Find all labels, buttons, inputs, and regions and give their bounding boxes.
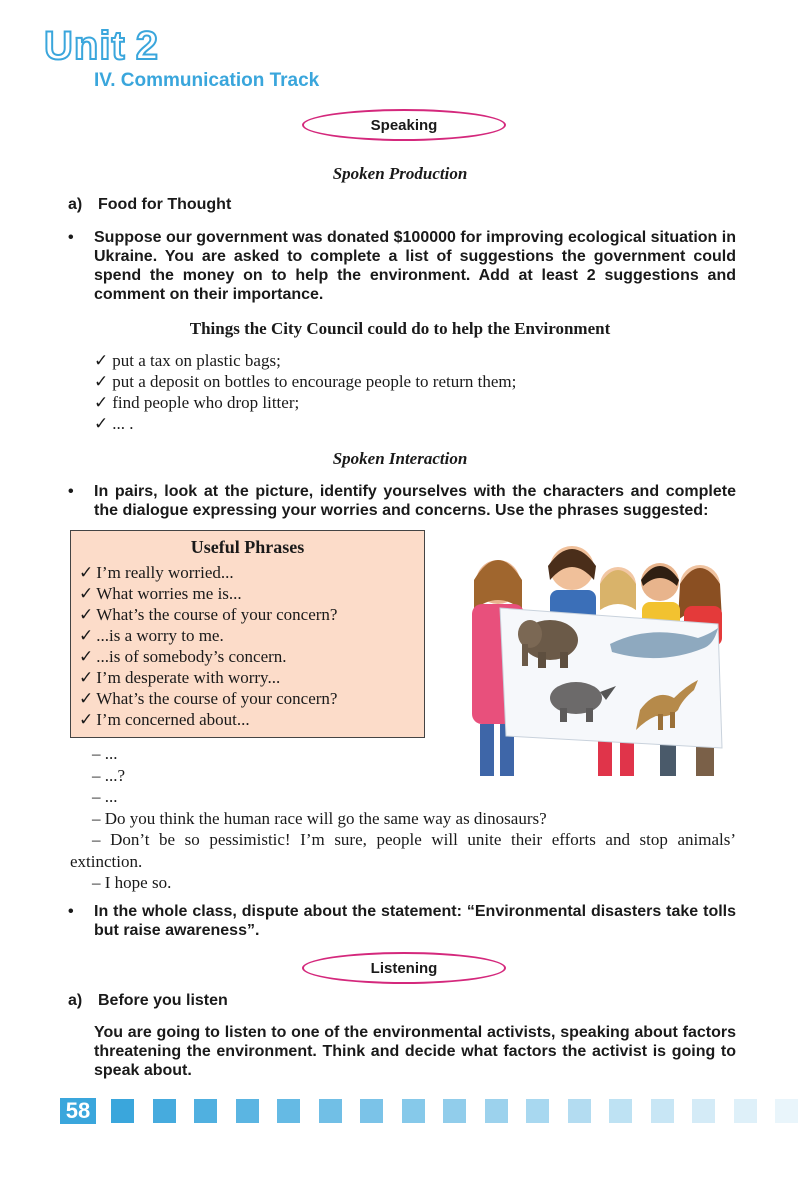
- listening-label: Listening: [302, 952, 506, 984]
- phrase-item: ✓ ...is a worry to me.: [79, 626, 224, 645]
- footer-square: [734, 1099, 757, 1123]
- check-icon: ✓: [79, 710, 94, 729]
- task-letter: a): [68, 196, 83, 213]
- class-task: [68, 902, 736, 940]
- task-title: Before you listen: [98, 992, 228, 1009]
- footer-square: [236, 1099, 259, 1123]
- check-icon: ✓: [79, 647, 94, 666]
- listening-task-text: You are going to listen to one of the environmental activists, speaking about factors threatening the environment. Think and decide what factors the activist is going to speak about.: [94, 1024, 736, 1079]
- unit-title: [44, 24, 169, 69]
- elephant-ear-icon: [518, 620, 542, 648]
- footer-square: [443, 1099, 466, 1123]
- dialogue-line: – Do you think the human race will go the same way as dinosaurs?: [92, 808, 547, 828]
- elephant-leg-icon: [560, 652, 568, 668]
- speaking-label: Speaking: [302, 109, 506, 141]
- footer-square: [692, 1099, 715, 1123]
- phrase-item: ✓ I’m desperate with worry...: [79, 668, 281, 687]
- task-a-food-for-thought: [68, 196, 231, 214]
- suggestion-task-text: Suppose our government was donated $100000 for improving ecological situation in Ukraine. You are asked to complete a list of suggestions the government could spend the money on to help the environment. Add at least 2 suggestions and comment on their importance.: [94, 229, 736, 303]
- dinosaur-leg-icon: [658, 714, 663, 730]
- footer-square: [568, 1099, 591, 1123]
- footer-square: [194, 1099, 217, 1123]
- dinosaur-leg-icon: [670, 712, 675, 728]
- footer-square: [485, 1099, 508, 1123]
- check-icon: ✓: [94, 351, 109, 370]
- dialogue-line: – ...: [92, 787, 118, 806]
- check-icon: ✓: [79, 605, 94, 624]
- pairs-task: [68, 482, 736, 520]
- rhino-leg-icon: [560, 708, 567, 722]
- footer-square: [319, 1099, 342, 1123]
- task-title: Food for Thought: [98, 196, 232, 213]
- footer-square: [153, 1099, 176, 1123]
- footer-square: [360, 1099, 383, 1123]
- footer-square: [277, 1099, 300, 1123]
- class-task-text: In the whole class, dispute about the statement: “Environmental disasters take tolls but raise awareness”.: [94, 903, 736, 939]
- pairs-task-text: In pairs, look at the picture, identify yourselves with the characters and complete the dialogue expressing your worries and concerns. Use the phrases suggested:: [94, 483, 736, 519]
- footer-square: [111, 1099, 134, 1123]
- phrase-item: ✓ I’m concerned about...: [79, 710, 250, 729]
- phrase-item: ✓ ...is of somebody’s concern.: [79, 647, 287, 666]
- phrase-item: ✓ What worries me is...: [79, 584, 242, 603]
- bullet-icon: •: [68, 483, 74, 500]
- elephant-trunk-icon: [522, 644, 528, 666]
- task-letter: a): [68, 992, 83, 1009]
- list-heading: Things the City Council could do to help the Environment: [189, 319, 611, 338]
- suggestion-task: [68, 228, 736, 304]
- suggestions-list: [94, 350, 516, 434]
- check-icon: ✓: [94, 372, 109, 391]
- phrase-item: ✓ What’s the course of your concern?: [79, 689, 338, 708]
- dialogue-line: – ...?: [92, 765, 126, 785]
- elephant-leg-icon: [538, 652, 546, 668]
- footer-square: [609, 1099, 632, 1123]
- useful-phrases-list: [71, 562, 424, 730]
- dialogue-line: – I hope so.: [92, 873, 172, 892]
- page-number: 58: [60, 1098, 96, 1124]
- spoken-interaction-heading: Spoken Interaction: [332, 449, 468, 468]
- section-title: IV. Communication Track: [94, 70, 320, 91]
- check-icon: ✓: [79, 584, 94, 603]
- check-icon: ✓: [94, 414, 109, 433]
- useful-phrases-title: Useful Phrases: [190, 537, 305, 557]
- task-a-before-you-listen: [68, 992, 228, 1010]
- check-icon: ✓: [79, 689, 94, 708]
- useful-phrases-box: [70, 530, 425, 738]
- dialogue-line: – Don’t be so pessimistic! I’m sure, people will unite their efforts and stop animals’ extinction.: [70, 830, 736, 871]
- bullet-icon: •: [68, 229, 74, 246]
- unit-word: Unit: [44, 24, 126, 68]
- unit-number: 2: [135, 24, 160, 68]
- dialogue-line: – ...: [92, 744, 118, 763]
- spoken-production-heading: Spoken Production: [332, 164, 468, 183]
- list-item: ✓ ... .: [94, 414, 134, 433]
- list-item: ✓ find people who drop litter;: [94, 393, 300, 412]
- phrase-item: ✓ I’m really worried...: [79, 563, 234, 582]
- rhino-icon: [550, 682, 602, 714]
- rhino-leg-icon: [586, 708, 593, 722]
- footer-square: [402, 1099, 425, 1123]
- list-item: ✓ put a tax on plastic bags;: [94, 351, 281, 370]
- dialogue: [70, 743, 736, 894]
- check-icon: ✓: [94, 393, 109, 412]
- footer-square: [526, 1099, 549, 1123]
- footer-square: [651, 1099, 674, 1123]
- check-icon: ✓: [79, 668, 94, 687]
- check-icon: ✓: [79, 563, 94, 582]
- list-item: ✓ put a deposit on bottles to encourage people to return them;: [94, 372, 517, 391]
- phrase-item: ✓ What’s the course of your concern?: [79, 605, 338, 624]
- bullet-icon: •: [68, 903, 74, 920]
- check-icon: ✓: [79, 626, 94, 645]
- footer-square: [775, 1099, 798, 1123]
